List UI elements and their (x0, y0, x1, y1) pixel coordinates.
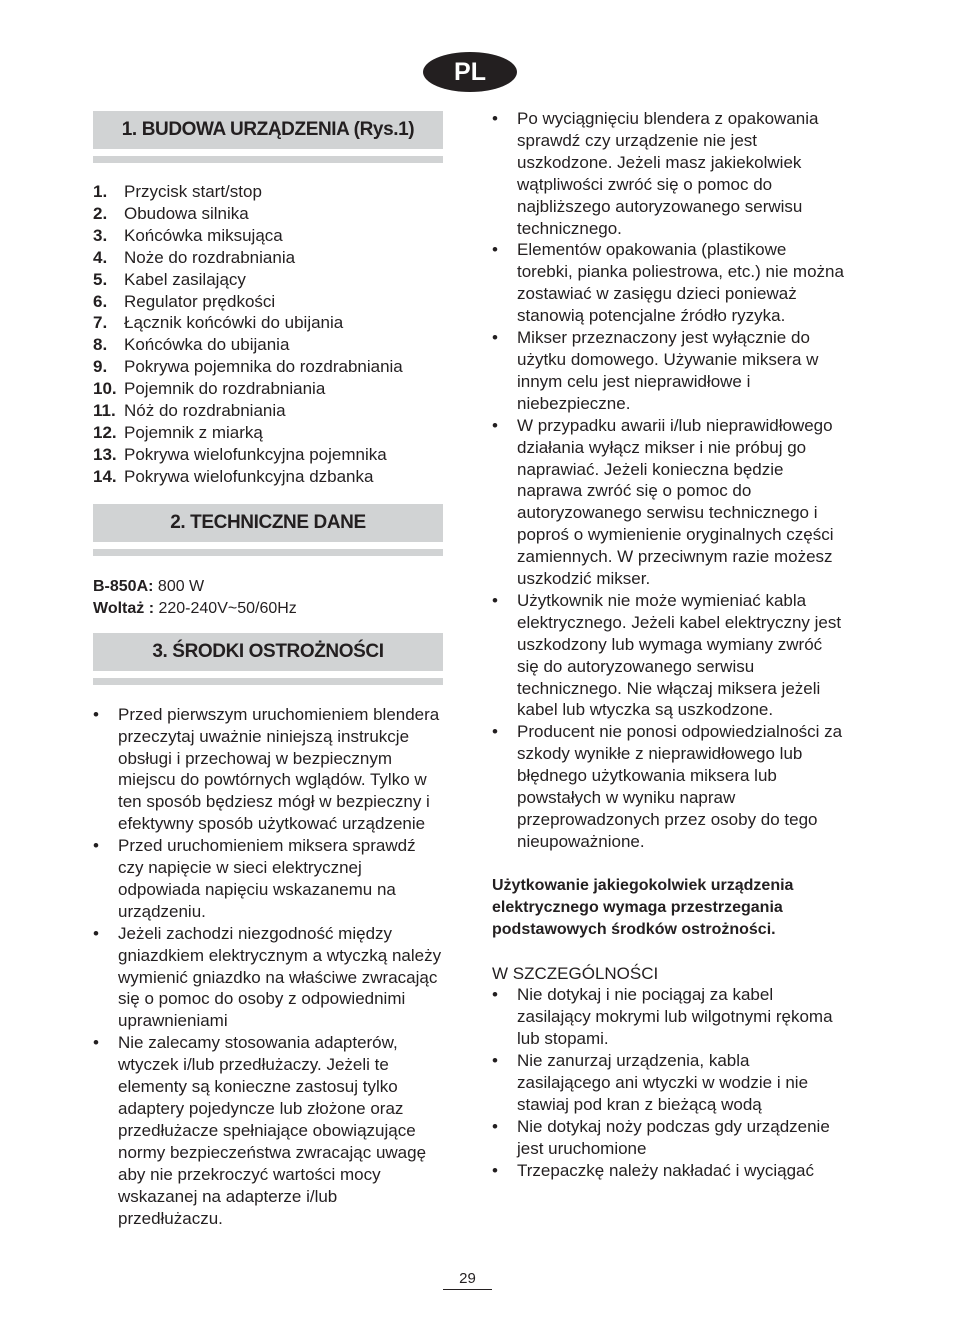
bold-note: Użytkowanie jakiegokolwiek urządzenia elektrycznego wymaga przestrzegania podstawowych środków ostrożności. (492, 876, 794, 938)
part-number: 10. (93, 379, 117, 399)
list-item (93, 378, 443, 400)
tech-specs (93, 576, 443, 620)
part-label: Pokrywa wielofunkcyjna pojemnika (124, 444, 387, 464)
bullet-item: • Nie zalecamy stosowania adapterów, wtyczek i/lub przedłużaczy. Jeżeli te elementy są konieczne zastosuj tylko adaptery pojedyncze lub złożone oraz przedłużacze spełniające obowiązujące normy bezpieczeństwa zwracając uwagę aby nie przekroczyć wartości mocy wskazanej na adapterze i/lub przedłużaczu. (93, 1032, 443, 1229)
bullet-item: • Przed uruchomieniem miksera sprawdź czy napięcie w sieci elektrycznej odpowiada napięciu wskazanemu na urządzeniu. (93, 835, 443, 923)
page-number: 29 (443, 1270, 492, 1290)
bullet-item: • W przypadku awarii i/lub nieprawidłowego działania wyłącz mikser i nie próbuj go naprawiać. Jeżeli konieczna będzie naprawa zwróć się o pomoc do autoryzowanego serwisu technicznego i poproś o wymienienie oryginalnych części zamiennych. W przeciwnym razie możesz uszkodzić mikser. (492, 415, 844, 590)
section-3-title: 3. ŚRODKI OSTROŻNOŚCI (93, 633, 443, 671)
part-number: 11. (93, 401, 116, 421)
parts-list (93, 181, 443, 488)
section-1-title: 1. BUDOWA URZĄDZENIA (Rys.1) (93, 111, 443, 149)
list-item (93, 334, 443, 356)
part-label: Przycisk start/stop (124, 182, 262, 201)
bullet-item: • Mikser przeznaczony jest wyłącznie do użytku domowego. Używanie miksera w innym celu jest nieprawidłowe i niebezpieczne. (492, 327, 844, 415)
part-number: 8. (93, 335, 108, 355)
model-value: 800 W (153, 577, 205, 595)
bullet-item: • Nie zanurzaj urządzenia, kabla zasilającego ani wtyczki w wodzie i nie stawiaj pod kran z bieżącą wodą (492, 1050, 844, 1116)
part-number: 5. (93, 269, 108, 289)
part-number: 2. (93, 203, 108, 223)
part-number: 13. (93, 444, 117, 464)
bullet-item: • Elementów opakowania (plastikowe torebki, pianka poliestrowa, etc.) nie można zostawiać w zasięgu dzieci ponieważ stanowią potencjalne źródło ryzyka. (492, 239, 844, 327)
model-row (93, 576, 443, 598)
section-1 (93, 111, 443, 488)
precautions-list-left (93, 704, 443, 1230)
part-number: 4. (93, 247, 108, 267)
part-label: Obudowa silnika (124, 203, 249, 223)
list-item (93, 181, 443, 203)
list-item (93, 269, 443, 291)
list-item (93, 225, 443, 247)
section-divider (93, 678, 443, 685)
part-label: Nóż do rozdrabniania (124, 401, 286, 421)
bullet-item: • Trzepaczkę należy nakładać i wyciągać (492, 1160, 844, 1182)
list-item (93, 203, 443, 225)
voltage-row (93, 598, 443, 620)
language-badge: PL (423, 52, 517, 92)
part-number: 12. (93, 422, 117, 442)
list-item (93, 312, 443, 334)
part-number: 7. (93, 313, 108, 333)
bullet-item: • Po wyciągnięciu blendera z opakowania sprawdź czy urządzenie nie jest uszkodzone. Jeżeli masz jakiekolwiek wątpliwości zwróć się o pomoc do najbliższego autoryzowanego serwisu technicznego. (492, 108, 844, 239)
part-label: Kabel zasilający (124, 269, 246, 289)
model-label: B-850A: (93, 577, 154, 595)
part-label: Regulator prędkości (124, 291, 276, 311)
bullet-item: • Jeżeli zachodzi niezgodność między gniazdkiem elektrycznym a wtyczką należy wymienić gniazdko na właściwe zwracając się o pomoc do osoby z odpowiednimi uprawnieniami (93, 923, 443, 1033)
section-divider (93, 549, 443, 556)
bullet-item: • Przed pierwszym uruchomieniem blendera przeczytaj uważnie niniejszą instrukcje obsługi i przechowaj w bezpiecznym miejscu do powtórnych wglądów. Tylko w ten sposób będziesz mógł w bezpieczny i efektywny sposób użytkować urządzenie (93, 704, 443, 835)
part-label: Końcówka do ubijania (124, 335, 290, 355)
part-number: 9. (93, 357, 108, 377)
part-number: 1. (93, 182, 108, 201)
bullet-item: • Producent nie ponosi odpowiedzialności za szkody wynikłe z nieprawidłowego lub błędnego użytkowania miksera lub powstałych w wyniku napraw przeprowadzonych przez osoby do tego nieupoważnione. (492, 721, 844, 852)
list-item (93, 422, 443, 444)
bullet-item: • Użytkownik nie może wymieniać kabla elektrycznego. Jeżeli kabel elektryczny jest uszkodzony lub wymaga wymiany zwróć się do autoryzowanego serwisu technicznego. Nie włączaj miksera jeżeli kabel lub wtyczka są uszkodzone. (492, 590, 844, 721)
part-label: Pokrywa wielofunkcyjna dzbanka (124, 466, 374, 486)
list-item (93, 247, 443, 269)
left-column (93, 111, 443, 1229)
part-number: 6. (93, 291, 108, 311)
detail-precautions-list (492, 984, 844, 1181)
subheading: W SZCZEGÓLNOŚCI (492, 963, 659, 983)
part-label: Pojemnik z miarką (124, 422, 263, 442)
precautions-list-right (492, 108, 844, 853)
list-item (93, 444, 443, 466)
section-2-title: 2. TECHNICZNE DANE (93, 504, 443, 542)
bullet-item: • Nie dotykaj noży podczas gdy urządzenie jest uruchomione (492, 1116, 844, 1160)
voltage-label: Woltaż : (93, 599, 155, 617)
right-column (492, 108, 844, 1182)
part-label: Końcówka miksująca (124, 225, 283, 245)
section-2 (93, 504, 443, 620)
part-number: 14. (93, 466, 117, 486)
part-number: 3. (93, 225, 108, 245)
part-label: Pojemnik do rozdrabniania (124, 379, 326, 399)
list-item (93, 400, 443, 422)
list-item (93, 291, 443, 313)
list-item (93, 356, 443, 378)
voltage-value: 220-240V~50/60Hz (154, 599, 297, 617)
list-item (93, 466, 443, 488)
section-divider (93, 156, 443, 163)
bullet-item: • Nie dotykaj i nie pociągaj za kabel zasilający mokrymi lub wilgotnymi rękoma lub stopami. (492, 984, 844, 1050)
part-label: Noże do rozdrabniania (124, 247, 296, 267)
part-label: Łącznik końcówki do ubijania (124, 313, 344, 333)
part-label: Pokrywa pojemnika do rozdrabniania (124, 357, 403, 377)
section-3 (93, 633, 443, 1230)
